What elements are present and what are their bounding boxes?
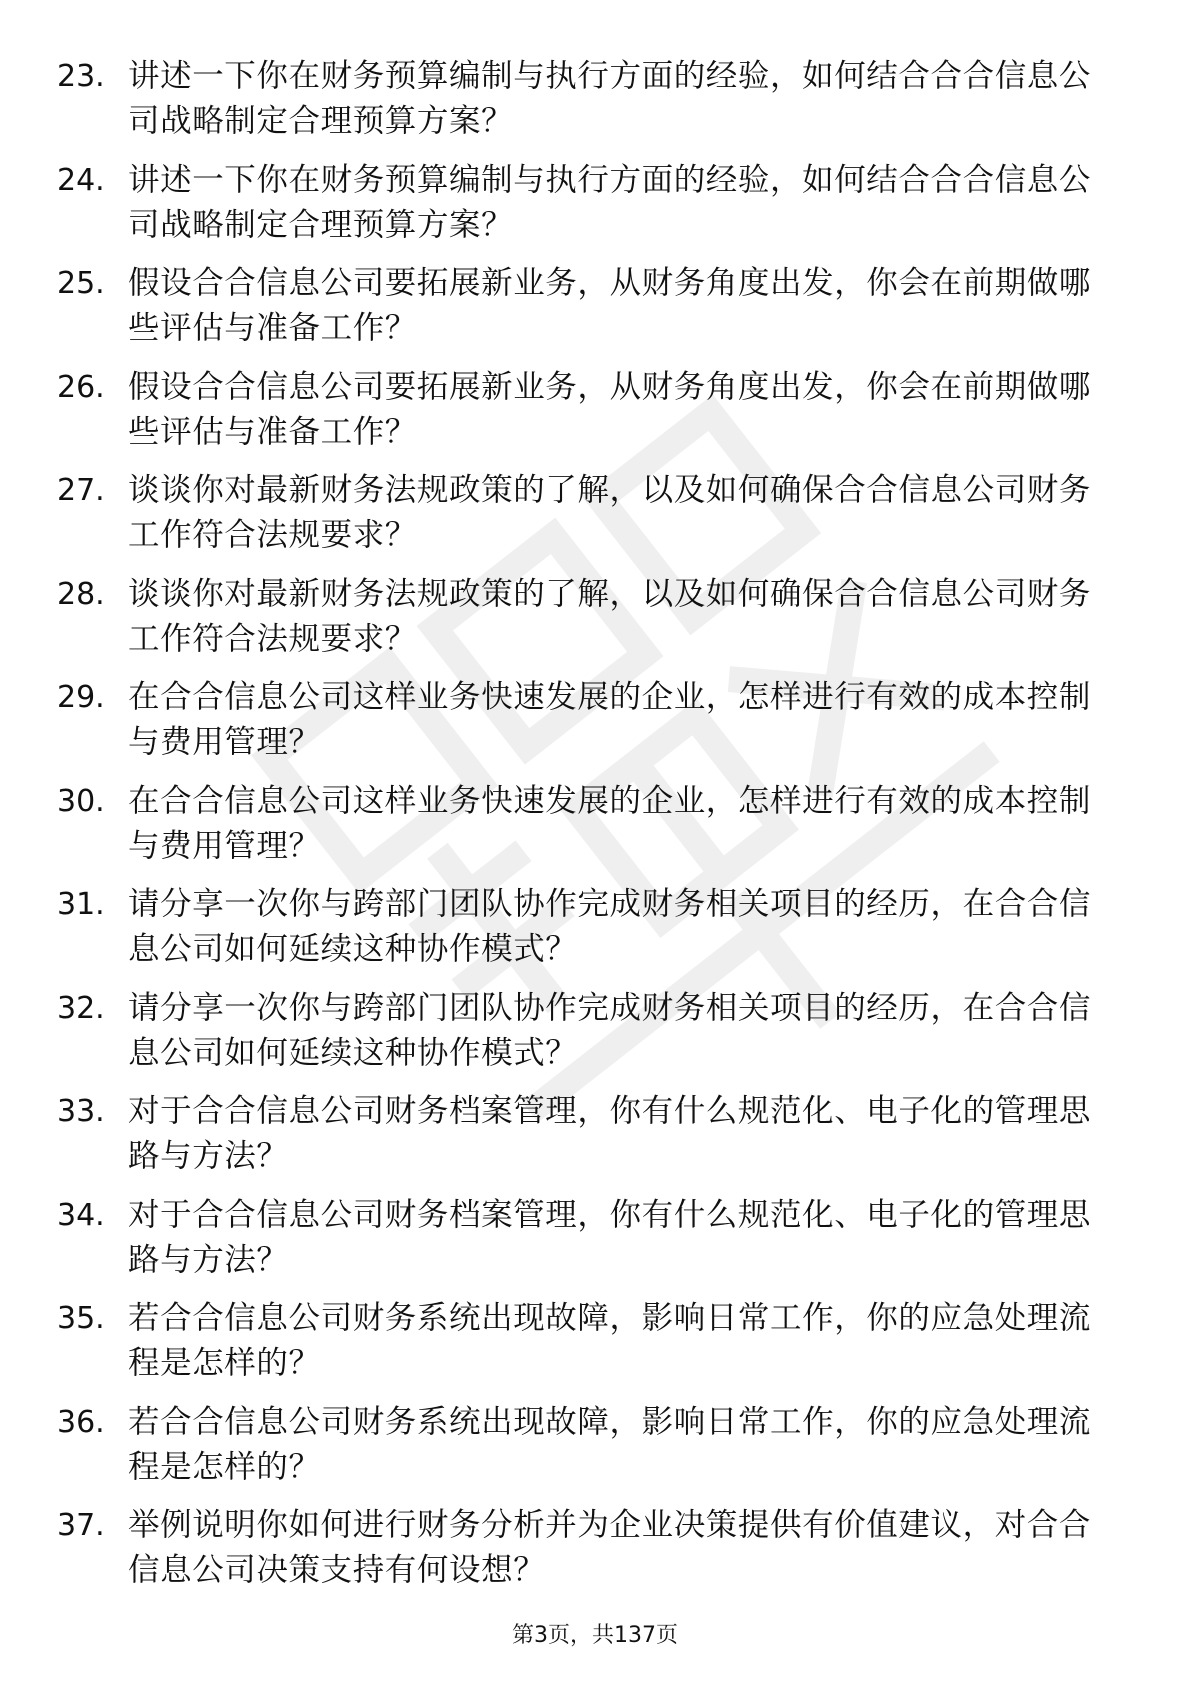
question-text: 谈谈你对最新财务法规政策的了解，以及如何确保合合信息公司财务工作符合法规要求？ xyxy=(128,575,1092,657)
question-number: 34. xyxy=(57,1197,105,1233)
question-number: 24. xyxy=(57,162,105,198)
question-text: 若合合信息公司财务系统出现故障，影响日常工作，你的应急处理流程是怎样的？ xyxy=(128,1300,1092,1381)
question-number: 32. xyxy=(57,990,105,1026)
question-item xyxy=(0,675,1190,779)
question-number: 25. xyxy=(57,266,105,301)
question-text: 假设合合信息公司要拓展新业务，从财务角度出发，你会在前期做哪些评估与准备工作？ xyxy=(128,368,1092,450)
question-number: 31. xyxy=(57,887,105,922)
question-item xyxy=(0,1089,1190,1193)
question-number: 30. xyxy=(57,783,105,819)
question-item xyxy=(0,1503,1190,1607)
question-list xyxy=(0,54,1190,1607)
question-number: 33. xyxy=(57,1094,105,1129)
question-item xyxy=(0,261,1190,365)
question-number: 27. xyxy=(57,473,105,508)
question-number: 29. xyxy=(57,680,105,715)
question-text: 谈谈你对最新财务法规政策的了解，以及如何确保合合信息公司财务工作符合法规要求？ xyxy=(128,472,1092,553)
question-item xyxy=(0,572,1190,676)
question-item xyxy=(0,54,1190,158)
question-text: 对于合合信息公司财务档案管理，你有什么规范化、电子化的管理思路与方法？ xyxy=(128,1093,1092,1174)
question-text: 讲述一下你在财务预算编制与执行方面的经验，如何结合合合信息公司战略制定合理预算方案？ xyxy=(128,58,1092,139)
question-number: 26. xyxy=(57,369,105,405)
question-text: 若合合信息公司财务系统出现故障，影响日常工作，你的应急处理流程是怎样的？ xyxy=(128,1403,1092,1485)
question-item xyxy=(0,986,1190,1090)
question-number: 28. xyxy=(57,576,105,612)
question-item xyxy=(0,1193,1190,1297)
question-text: 讲述一下你在财务预算编制与执行方面的经验，如何结合合合信息公司战略制定合理预算方案？ xyxy=(128,161,1092,243)
question-text: 对于合合信息公司财务档案管理，你有什么规范化、电子化的管理思路与方法？ xyxy=(128,1196,1092,1278)
question-item xyxy=(0,365,1190,469)
question-number: 35. xyxy=(57,1301,105,1336)
question-text: 请分享一次你与跨部门团队协作完成财务相关项目的经历，在合合信息公司如何延续这种协作模式？ xyxy=(128,886,1092,967)
question-text: 在合合信息公司这样业务快速发展的企业，怎样进行有效的成本控制与费用管理？ xyxy=(128,679,1092,760)
question-number: 37. xyxy=(57,1508,105,1543)
question-text: 在合合信息公司这样业务快速发展的企业，怎样进行有效的成本控制与费用管理？ xyxy=(128,782,1092,864)
question-text: 请分享一次你与跨部门团队协作完成财务相关项目的经历，在合合信息公司如何延续这种协作模式？ xyxy=(128,989,1092,1071)
question-number: 23. xyxy=(57,59,105,94)
question-item xyxy=(0,158,1190,262)
question-text: 假设合合信息公司要拓展新业务，从财务角度出发，你会在前期做哪些评估与准备工作？ xyxy=(128,265,1092,346)
question-item xyxy=(0,882,1190,986)
question-text: 举例说明你如何进行财务分析并为企业决策提供有价值建议，对合合信息公司决策支持有何设想？ xyxy=(128,1507,1092,1588)
question-item xyxy=(0,1400,1190,1504)
question-item xyxy=(0,1296,1190,1400)
question-number: 36. xyxy=(57,1404,105,1440)
question-item xyxy=(0,779,1190,883)
question-item xyxy=(0,468,1190,572)
page-footer: 第3页，共137页 xyxy=(512,1623,678,1648)
